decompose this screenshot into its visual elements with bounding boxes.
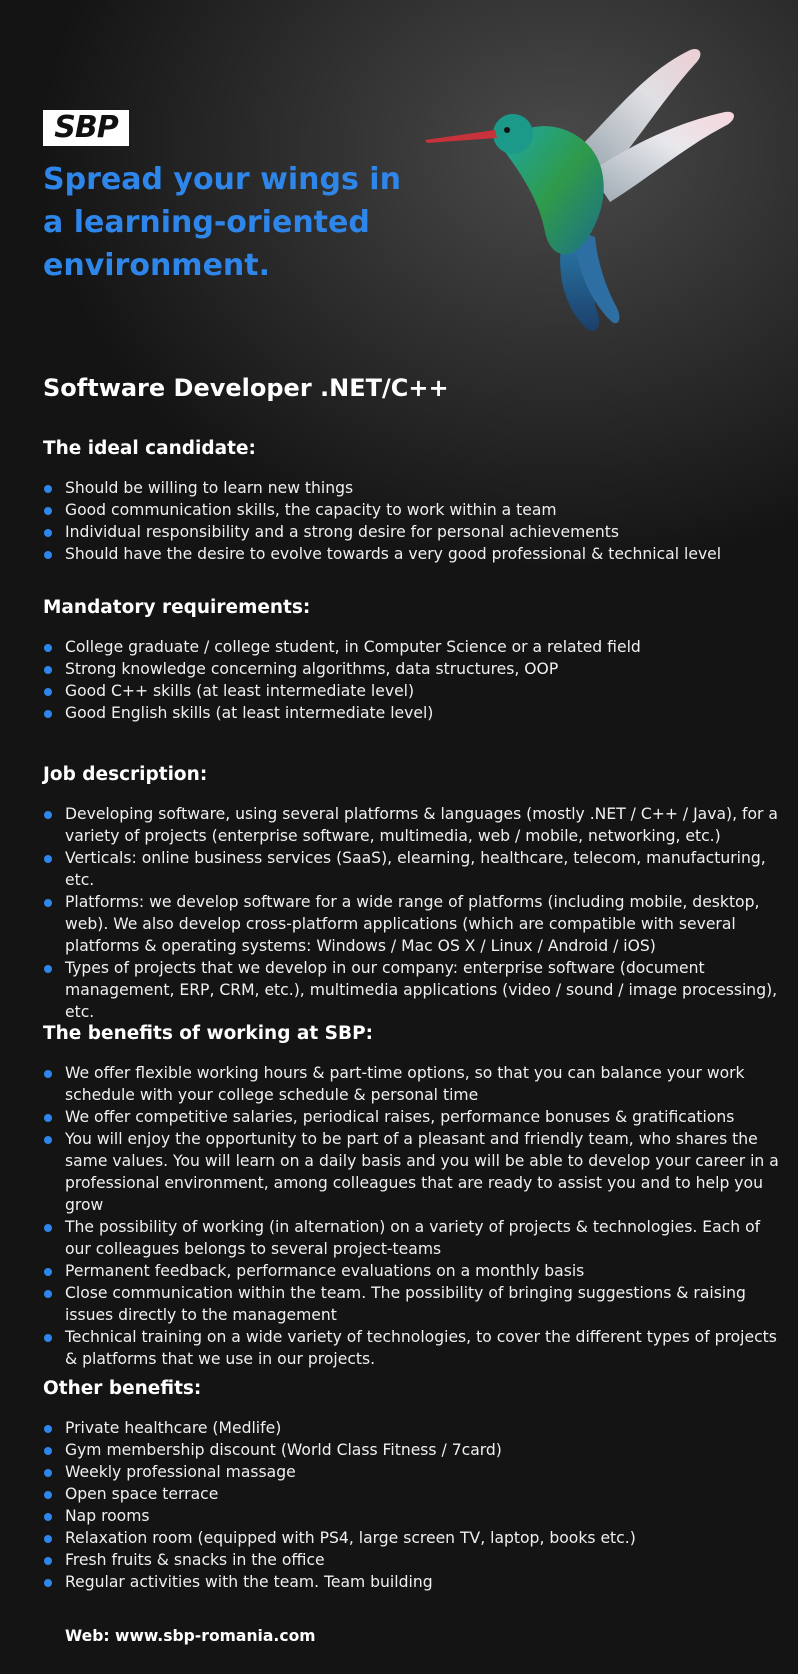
list-item: Verticals: online business services (SaaS), elearning, healthcare, telecom, manufacturing, etc.: [43, 847, 788, 891]
bullet-dot-icon: [44, 1535, 52, 1543]
list-item: Technical training on a wide variety of technologies, to cover the different types of projects & platforms that we use in our projects.: [43, 1326, 788, 1370]
bullet-dot-icon: [44, 1268, 52, 1276]
list-item: Gym membership discount (World Class Fitness / 7card): [43, 1439, 788, 1461]
list-item: Individual responsibility and a strong desire for personal achievements: [43, 521, 788, 543]
list-item: We offer flexible working hours & part-time options, so that you can balance your work schedule with your college schedule & personal time: [43, 1062, 788, 1106]
list-item: Good English skills (at least intermediate level): [43, 702, 788, 724]
bullet-dot-icon: [44, 688, 52, 696]
bullet-dot-icon: [44, 1114, 52, 1122]
bullet-dot-icon: [44, 1136, 52, 1144]
list-item: Platforms: we develop software for a wide range of platforms (including mobile, desktop, web). We also develop cross-platform applications (which are compatible with several platforms & operating systems: Windows / Mac OS X / Linux / Android / iOS): [43, 891, 788, 957]
bullet-list: [43, 1062, 788, 1370]
bullet-dot-icon: [44, 1491, 52, 1499]
list-item: College graduate / college student, in Computer Science or a related field: [43, 636, 788, 658]
bullet-dot-icon: [44, 710, 52, 718]
bullet-list: [43, 803, 788, 1023]
list-item: Nap rooms: [43, 1505, 788, 1527]
list-item: Good C++ skills (at least intermediate level): [43, 680, 788, 702]
section-title: Job description:: [43, 764, 208, 785]
bullet-dot-icon: [44, 666, 52, 674]
list-item: Fresh fruits & snacks in the office: [43, 1549, 788, 1571]
section-title: The ideal candidate:: [43, 438, 256, 459]
list-item: Should be willing to learn new things: [43, 477, 788, 499]
bullet-dot-icon: [44, 1557, 52, 1565]
bullet-dot-icon: [44, 485, 52, 493]
section-other-benefits: [43, 1377, 788, 1593]
list-item: Developing software, using several platforms & languages (mostly .NET / C++ / Java), for a variety of projects (enterprise software, multimedia, web / mobile, networking, etc.): [43, 803, 788, 847]
bullet-dot-icon: [44, 1334, 52, 1342]
bullet-dot-icon: [44, 644, 52, 652]
bullet-dot-icon: [44, 1070, 52, 1078]
bullet-dot-icon: [44, 1425, 52, 1433]
list-item: Strong knowledge concerning algorithms, data structures, OOP: [43, 658, 788, 680]
section-title: The benefits of working at SBP:: [43, 1023, 374, 1044]
bullet-dot-icon: [44, 855, 52, 863]
bullet-dot-icon: [44, 1513, 52, 1521]
list-item: Open space terrace: [43, 1483, 788, 1505]
section-title: Mandatory requirements:: [43, 597, 311, 618]
section-title: Other benefits:: [43, 1378, 202, 1399]
job-title: Software Developer .NET/C++: [43, 374, 449, 402]
sbp-logo: SBP: [43, 110, 129, 146]
list-item: Types of projects that we develop in our company: enterprise software (document management, ERP, CRM, etc.), multimedia applications (video / sound / image processing), etc.: [43, 957, 788, 1023]
list-item: You will enjoy the opportunity to be part of a pleasant and friendly team, who shares the same values. You will learn on a daily basis and you will be able to develop your career in a professional environment, among colleagues that are ready to assist you and to help you grow: [43, 1128, 788, 1216]
bullet-dot-icon: [44, 1579, 52, 1587]
hummingbird-illustration: [425, 42, 765, 352]
bullet-dot-icon: [44, 1224, 52, 1232]
list-item: Weekly professional massage: [43, 1461, 788, 1483]
section-ideal-candidate: [43, 437, 788, 565]
bullet-list: [43, 477, 788, 565]
bullet-dot-icon: [44, 1447, 52, 1455]
list-item: Should have the desire to evolve towards a very good professional & technical level: [43, 543, 788, 565]
bullet-list: [43, 636, 788, 724]
list-item: Regular activities with the team. Team building: [43, 1571, 788, 1593]
list-item: The possibility of working (in alternation) on a variety of projects & technologies. Each of our colleagues belongs to several project-teams: [43, 1216, 788, 1260]
bullet-dot-icon: [44, 1290, 52, 1298]
bullet-dot-icon: [44, 507, 52, 515]
bullet-dot-icon: [44, 899, 52, 907]
bullet-dot-icon: [44, 811, 52, 819]
list-item: Private healthcare (Medlife): [43, 1417, 788, 1439]
list-item: Permanent feedback, performance evaluations on a monthly basis: [43, 1260, 788, 1282]
list-item: Close communication within the team. The possibility of bringing suggestions & raising issues directly to the management: [43, 1282, 788, 1326]
section-benefits-sbp: [43, 1022, 788, 1370]
section-mandatory-requirements: [43, 596, 788, 724]
list-item: Good communication skills, the capacity to work within a team: [43, 499, 788, 521]
bullet-dot-icon: [44, 965, 52, 973]
list-item: We offer competitive salaries, periodical raises, performance bonuses & gratifications: [43, 1106, 788, 1128]
bullet-dot-icon: [44, 529, 52, 537]
website-link[interactable]: Web: www.sbp-romania.com: [65, 1627, 316, 1645]
list-item: Relaxation room (equipped with PS4, large screen TV, laptop, books etc.): [43, 1527, 788, 1549]
section-job-description: [43, 763, 788, 1023]
tagline: Spread your wings in a learning-oriented environment.: [43, 162, 401, 283]
bullet-list: [43, 1417, 788, 1593]
bullet-dot-icon: [44, 1469, 52, 1477]
bullet-dot-icon: [44, 551, 52, 559]
